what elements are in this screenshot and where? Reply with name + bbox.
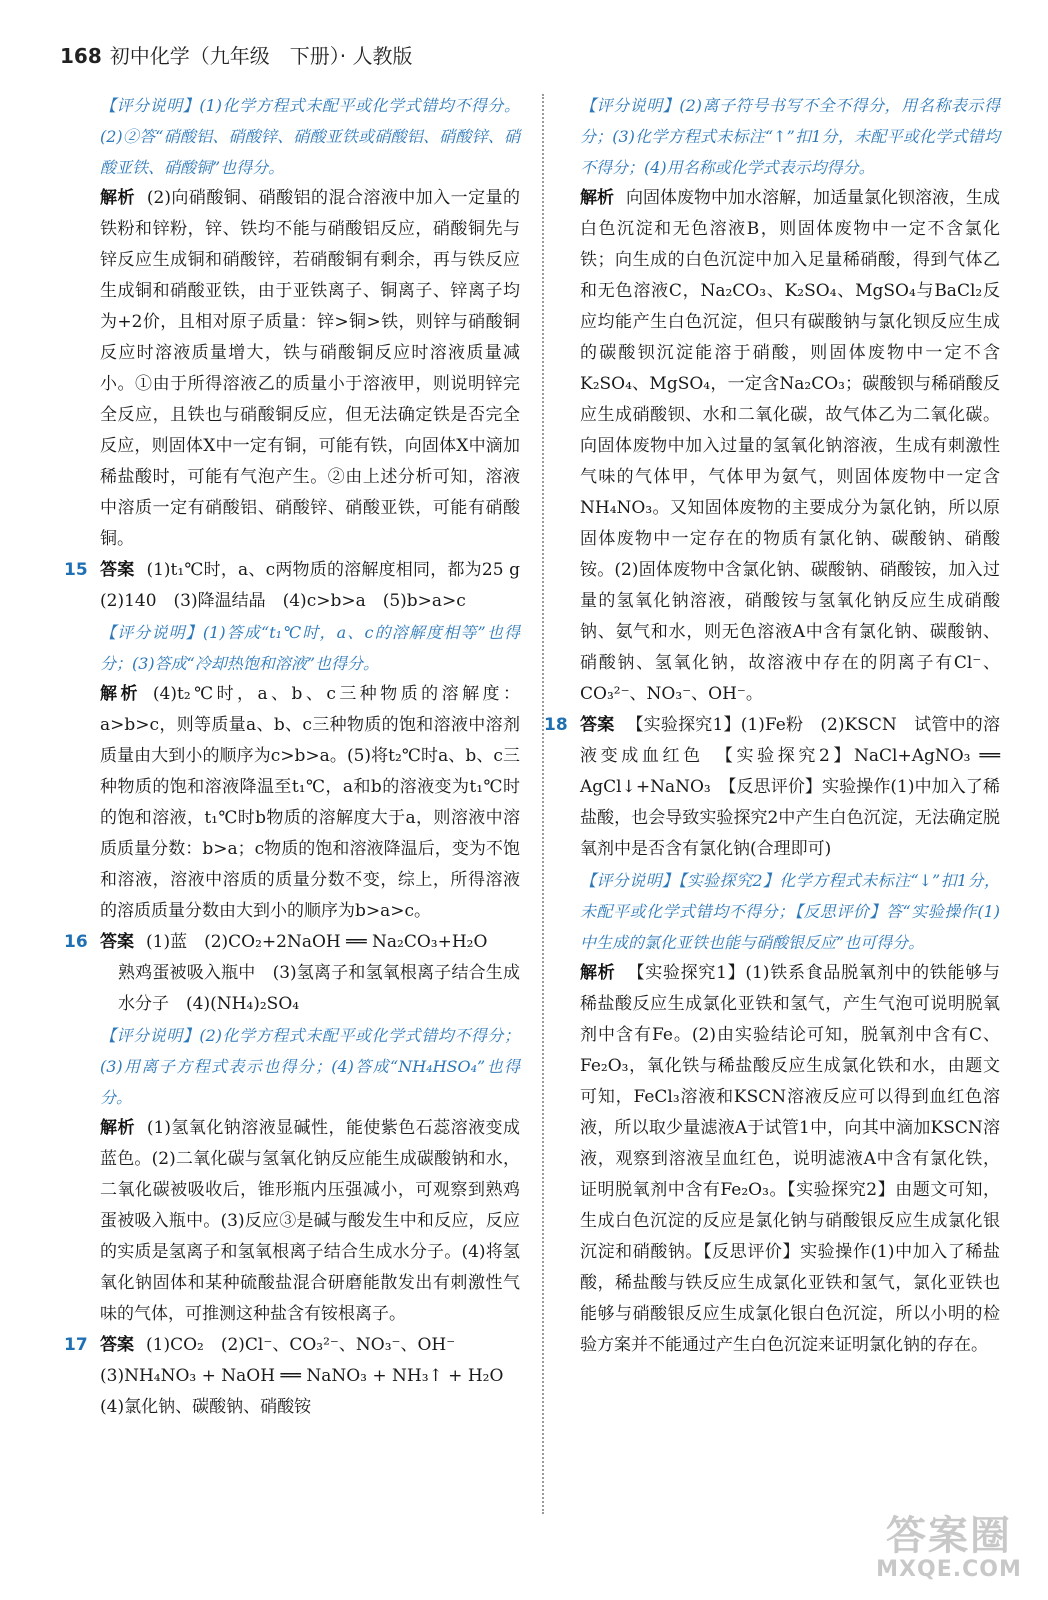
- question-16: [64, 927, 520, 1330]
- q14-continuation: [100, 90, 520, 555]
- question-15: [64, 555, 538, 927]
- scoring-note: 【评分说明】(1)答成“t₁℃时，a、c的溶解度相等”也得分；(3)答成“冷却热饱和溶液”也得分。: [100, 623, 520, 673]
- analysis-paragraph: [100, 1113, 520, 1330]
- answer-label: 答案: [100, 1335, 134, 1355]
- analysis-paragraph: [580, 958, 1000, 1361]
- answer-line-1: (1)CO₂ (2)Cl⁻、CO₃²⁻、NO₃⁻、OH⁻: [146, 1335, 456, 1355]
- analysis-text: 向固体废物中加水溶解，加适量氯化钡溶液，生成白色沉淀和无色溶液B，则固体废物中一定不含氯化铁；向生成的白色沉淀中加入足量稀硝酸，得到气体乙和无色溶液C，Na₂CO₃、K₂SO₄、MgSO₄与BaCl₂反应均能产生白色沉淀，但只有碳酸钠与氯化钡反应生成的碳酸钡沉淀能溶于硝酸，则固体废物中一定不含K₂SO₄、MgSO₄，一定含Na₂CO₃；碳酸钡与稀硝酸反应生成硝酸钡、水和二氧化碳，故气体乙为二氧化碳。向固体废物中加入过量的氢氧化钠溶液，生成有刺激性气味的气体甲，气体甲为氨气，则固体废物中一定含NH₄NO₃。又知固体废物的主要成分为氯化钠，所以原固体废物中一定存在的物质有氯化钠、碳酸钠、硝酸铵。(2)固体废物中含氯化钠、碳酸钠、硝酸铵，加入过量的氢氧化钠溶液，硝酸铵与氢氧化钠反应生成硝酸钠、氨气和水，则无色溶液A中含有氯化钠、碳酸钠、硝酸钠、氢氧化钠，故溶液中存在的阴离子有Cl⁻、CO₃²⁻、NO₃⁻、OH⁻。: [580, 188, 1000, 704]
- question-number: 16: [64, 932, 88, 952]
- analysis-text: (2)向硝酸铜、硝酸铝的混合溶液中加入一定量的铁粉和锌粉，锌、铁均不能与硝酸铝反应，硝酸铜先与锌反应生成铜和硝酸锌，若硝酸铜有剩余，再与铁反应生成铜和硝酸亚铁，由于亚铁离子、铜离子、锌离子均为+2价，且相对原子质量：锌>铜>铁，则锌与硝酸铜反应时溶液质量增大，铁与硝酸铜反应时溶液质量减小。①由于所得溶液乙的质量小于溶液甲，则说明锌完全反应，且铁也与硝酸铜反应，但无法确定铁是否完全反应，则固体X中一定有铜，可能有铁，向固体X中滴加稀盐酸时，可能有气泡产生。②由上述分析可知，溶液中溶质一定有硝酸铝、硝酸锌、硝酸亚铁，可能有硝酸铜。: [100, 188, 520, 549]
- analysis-label: 解析: [100, 684, 141, 704]
- question-18: [544, 710, 1000, 1361]
- q17-continuation: [580, 90, 1000, 710]
- question-number: 15: [64, 560, 88, 580]
- analysis-text: 【实验探究1】(1)铁系食品脱氧剂中的铁能够与稀盐酸反应生成氯化亚铁和氢气，产生气泡可说明脱氧剂中含有Fe。(2)由实验结论可知，脱氧剂中含有C、Fe₂O₃，氧化铁与稀盐酸反应生成氯化铁和水，由题文可知，FeCl₃溶液和KSCN溶液反应可以得到血红色溶液，所以取少量滤液A于试管1中，向其中滴加KSCN溶液，观察到溶液呈血红色，说明滤液A中含有氯化铁，证明脱氧剂中含有Fe₂O₃。【实验探究2】由题文可知，生成白色沉淀的反应是氯化钠与硝酸银反应生成氯化银沉淀和硝酸钠。【反思评价】实验操作(1)中加入了稀盐酸，稀盐酸与铁反应生成氯化亚铁和氢气，氯化亚铁也能够与硝酸银反应生成氯化银白色沉淀，所以小明的检验方案并不能通过产生白色沉淀来证明氯化钠的存在。: [580, 963, 1000, 1355]
- answer-paragraph: [100, 1330, 520, 1361]
- analysis-text: (1)氢氧化钠溶液显碱性，能使紫色石蕊溶液变成蓝色。(2)二氧化碳与氢氧化钠反应能生成碳酸钠和水，二氧化碳被吸收后，锥形瓶内压强减小，可观察到熟鸡蛋被吸入瓶中。(3)反应③是碱与酸发生中和反应，反应的实质是氢离子和氢氧根离子结合生成水分子。(4)将氢氧化钠固体和某种硫酸盐混合研磨能散发出有刺激性气味的气体，可推测这种盐含有铵根离子。: [100, 1118, 520, 1324]
- right-column: [544, 90, 1000, 1361]
- question-number: 17: [64, 1335, 88, 1355]
- column-divider: [542, 94, 544, 1514]
- site-watermark: [864, 1514, 1034, 1582]
- analysis-text: (4)t₂℃时，a、b、c三种物质的溶解度：a>b>c，则等质量a、b、c三种物质的饱和溶液中溶剂质量由大到小的顺序为c>b>a。(5)将t₂℃时a、b、c三种物质的饱和溶液降温至t₁℃，a和b的溶液变为t₁℃时的饱和溶液，t₁℃时b物质的溶解度大于a，则溶液中溶质质量分数：b>a；c物质的饱和溶液降温后，变为不饱和溶液，溶液中溶质的质量分数不变，综上，所得溶液的溶质质量分数由大到小的顺序为b>a>c。: [100, 684, 520, 921]
- answer-text: (1)t₁℃时，a、c两物质的溶解度相同，都为25 g (2)140 (3)降温结晶 (4)c>b>a (5)b>a>c: [100, 560, 538, 611]
- answer-label: 答案: [100, 560, 135, 580]
- watermark-logo-text: 答案圈: [886, 1512, 1012, 1559]
- scoring-note: 【评分说明】【实验探究2】化学方程式未标注“↓”扣1分，未配平或化学式错均不得分；【反思评价】答“实验操作(1)中生成的氯化亚铁也能与硝酸银反应”也可得分。: [580, 871, 1000, 952]
- answer-paragraph: [580, 710, 1000, 865]
- answer-paragraph: [100, 555, 538, 617]
- analysis-paragraph: [580, 183, 1000, 710]
- answer-text: 【实验探究1】(1)Fe粉 (2)KSCN 试管中的溶液变成血红色 【实验探究2】NaCl+AgNO₃ ══ AgCl↓+NaNO₃ 【反思评价】实验操作(1)中加入了稀盐酸，也会导致实验探究2中产生白色沉淀，无法确定脱氧剂中是否含有氯化钠(合理即可): [580, 715, 1000, 859]
- analysis-label: 解析: [580, 963, 616, 983]
- scoring-note: 【评分说明】(1)化学方程式未配平或化学式错均不得分。(2)②答“硝酸铝、硝酸锌、硝酸亚铁或硝酸铝、硝酸锌、硝酸亚铁、硝酸铜”也得分。: [100, 96, 520, 177]
- analysis-label: 解析: [580, 188, 614, 208]
- book-title: 初中化学（九年级 下册）· 人教版: [109, 44, 413, 68]
- answer-paragraph: [100, 927, 520, 958]
- scoring-note: 【评分说明】(2)离子符号书写不全不得分，用名称表示得分；(3)化学方程式未标注“↑”扣1分，未配平或化学式错均不得分；(4)用名称或化学式表示均得分。: [580, 96, 1000, 177]
- answer-label: 答案: [100, 932, 134, 952]
- watermark-url: MXQE.COM: [876, 1556, 1022, 1582]
- page-header: [60, 40, 412, 74]
- answer-line-2: (3)NH₄NO₃ + NaOH ══ NaNO₃ + NH₃↑ + H₂O: [100, 1366, 504, 1386]
- answer-text: (1)蓝 (2)CO₂+2NaOH ══ Na₂CO₃+H₂O: [146, 932, 488, 952]
- question-number: 18: [544, 715, 568, 735]
- answer-continuation: 熟鸡蛋被吸入瓶中 (3)氢离子和氢氧根离子结合生成水分子 (4)(NH₄)₂SO₄: [118, 963, 520, 1014]
- left-column: [64, 90, 538, 1423]
- answer-line-3: (4)氯化钠、碳酸钠、硝酸铵: [100, 1397, 312, 1417]
- analysis-paragraph: [100, 183, 520, 555]
- analysis-paragraph: [100, 679, 520, 927]
- question-17: [64, 1330, 520, 1423]
- answer-label: 答案: [580, 715, 615, 735]
- analysis-label: 解析: [100, 1118, 135, 1138]
- analysis-label: 解析: [100, 188, 135, 208]
- scoring-note: 【评分说明】(2)化学方程式未配平或化学式错均不得分；(3)用离子方程式表示也得分；(4)答成“NH₄HSO₄”也得分。: [100, 1026, 520, 1107]
- page-number: 168: [60, 44, 102, 68]
